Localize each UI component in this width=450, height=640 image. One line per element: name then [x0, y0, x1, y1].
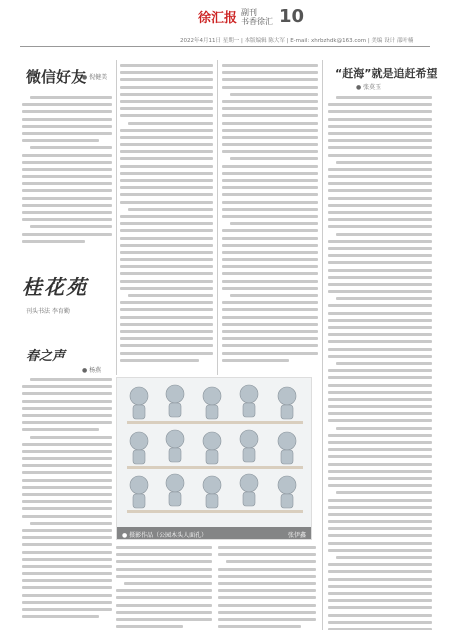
section-label: 书香徐汇: [241, 16, 274, 26]
photo-caption: [117, 527, 311, 539]
article-title-sound-of-spring: 春之声: [26, 349, 66, 364]
masthead-brand: [198, 6, 304, 27]
column-title-osmanthus-garden: 桂花苑: [22, 275, 88, 299]
article-body-col1: [22, 96, 112, 259]
article-byline: ● 倪健美: [82, 74, 108, 81]
figurines-image: [117, 378, 312, 540]
photo-credit: 张伊鑫: [287, 532, 306, 539]
masthead-rule: [20, 46, 430, 47]
photo-caption-text: ● 摄影作品（公园木头人面孔）: [122, 532, 208, 539]
column-divider: [322, 60, 323, 630]
calligraphy-credit: 刊头书法 李育勤: [26, 308, 70, 315]
article-byline: ● 张莫玉: [356, 84, 382, 91]
article-body-right: [328, 96, 432, 630]
article-body-spring: [22, 378, 112, 630]
article-body-col3: [222, 64, 318, 372]
article-body-under-photo-col1: [116, 546, 212, 630]
column-divider: [217, 60, 218, 375]
masthead: [0, 0, 450, 50]
article-title-chasing-the-sea: “赶海”就是追赶希望: [335, 67, 438, 80]
photo-figurines: [116, 377, 312, 540]
article-body-col2: [120, 64, 213, 372]
article-body-under-photo-col2: [218, 546, 316, 630]
column-divider: [116, 60, 117, 375]
supplement-label: 副刊: [241, 7, 258, 17]
article-title-wechat-friend: 微信好友: [26, 68, 87, 86]
article-byline: ● 杨燕: [82, 367, 102, 374]
issue-info: 2022年4月11日 星期一 | 本版编辑 陈大军 | E-mail: xhrbzhdk@163.com | 美编 设计 邵叶楠: [180, 38, 414, 44]
page-number: 10: [279, 6, 305, 27]
newspaper-logo: 徐汇报: [198, 11, 238, 26]
